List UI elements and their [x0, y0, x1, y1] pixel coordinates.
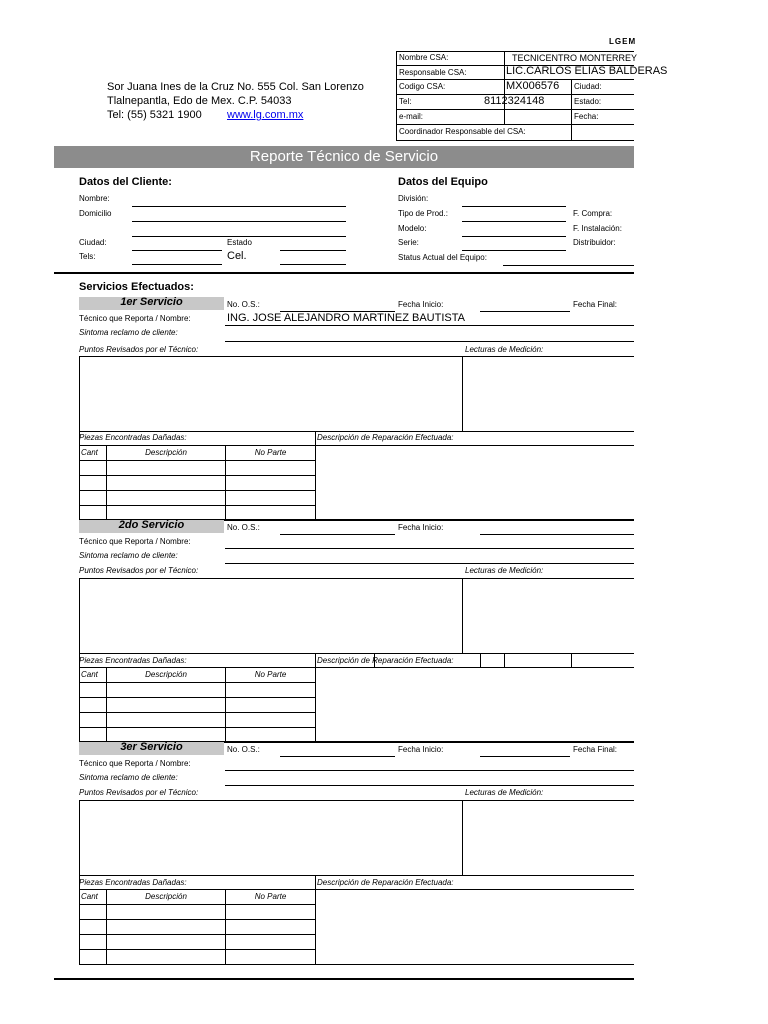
equipo-status-label: Status Actual del Equipo: [398, 253, 487, 262]
servicio-2-piezas-label: Piezas Encontradas Dañadas: [79, 656, 187, 665]
equipo-distribuidor-label: Distribuidor: [573, 238, 616, 247]
servicio-1-tecnico-label: Técnico que Reporta / Nombre: [79, 314, 191, 323]
cliente-cel-label: Cel. [227, 250, 247, 262]
servicio-3-fecha-inicio-label: Fecha Inicio: [398, 745, 444, 754]
servicio-1-label: 1er Servicio [120, 296, 183, 308]
csa-tel-value: 8112324148 [484, 95, 545, 107]
csa-email-label: e-mail: [399, 112, 424, 121]
address-line-1: Sor Juana Ines de la Cruz No. 555 Col. San Lorenzo [107, 81, 364, 93]
servicios-heading: Servicios Efectuados: [79, 281, 194, 293]
servicio-2-cant-header: Cant [81, 670, 98, 679]
csa-codigo-value: MX006576 [506, 80, 560, 92]
servicio-2-os-label: No. O.S.: [227, 523, 260, 532]
csa-tel-label: Tel: [399, 97, 412, 106]
csa-nombre-value: TECNICENTRO MONTERREY [512, 53, 638, 63]
servicio-3-label: 3er Servicio [120, 741, 183, 753]
equipo-compra-label: F. Compra: [573, 209, 613, 218]
servicio-2-fecha-inicio-label: Fecha Inicio: [398, 523, 444, 532]
servicio-2-puntos-label: Puntos Revisados por el Técnico: [79, 566, 199, 575]
cliente-heading: Datos del Cliente: [79, 176, 172, 188]
servicio-1-tecnico-nombre: ING. JOSE ALEJANDRO MARTINEZ BAUTISTA [227, 312, 465, 324]
servicio-3-descripcion-rep-label: Descripción de Reparación Efectuada: [317, 878, 454, 887]
csa-ciudad-label: Ciudad: [574, 82, 602, 91]
cliente-ciudad-label: Ciudad: [79, 238, 107, 247]
equipo-tipo-label: Tipo de Prod.: [398, 209, 448, 218]
servicio-3-noparte-header: No Parte [254, 892, 287, 901]
equipo-serie-label: Serie: [398, 238, 419, 247]
servicio-2-sintoma-label: Sintoma reclamo de cliente: [79, 551, 178, 560]
csa-fecha-label: Fecha: [574, 112, 599, 121]
servicio-2-noparte-header: No Parte [254, 670, 287, 679]
servicio-3-os-label: No. O.S.: [227, 745, 260, 754]
servicio-3-descripcion-header: Descripción [145, 892, 187, 901]
servicio-3-sintoma-label: Sintoma reclamo de cliente: [79, 773, 178, 782]
equipo-division-label: División: [398, 194, 429, 203]
equipo-heading: Datos del Equipo [398, 176, 488, 188]
servicio-1-puntos-label: Puntos Revisados por el Técnico: [79, 345, 199, 354]
servicio-1-fecha-final-label: Fecha Final: [573, 300, 618, 309]
equipo-modelo-label: Modelo: [398, 224, 427, 233]
servicio-2-descripcion-header: Descripción [145, 670, 187, 679]
servicio-3-lecturas-label: Lecturas de Medición: [465, 788, 544, 797]
servicio-3-fecha-final-label: Fecha Final: [573, 745, 618, 754]
servicio-3-puntos-label: Puntos Revisados por el Técnico: [79, 788, 199, 797]
website-link[interactable]: www.lg.com.mx [227, 109, 304, 121]
servicio-1-os-label: No. O.S.: [227, 300, 260, 309]
servicio-3-tecnico-label: Técnico que Reporta / Nombre: [79, 759, 191, 768]
brand-code: LGEM [609, 37, 637, 46]
servicio-1-piezas-label: Piezas Encontradas Dañadas: [79, 433, 187, 442]
servicio-1-descripcion-rep-label: Descripción de Reparación Efectuada: [317, 433, 454, 442]
csa-codigo-label: Codigo CSA: [399, 82, 446, 91]
cliente-nombre-label: Nombre: [79, 194, 110, 203]
servicio-1-cant-header: Cant [81, 448, 98, 457]
servicio-2-label: 2do Servicio [118, 519, 185, 531]
csa-estado-label: Estado: [574, 97, 602, 106]
servicio-2-tecnico-label: Técnico que Reporta / Nombre: [79, 537, 191, 546]
csa-nombre-label: Nombre CSA: [399, 53, 449, 62]
cliente-domicilio-label: Domicilio [79, 209, 112, 218]
csa-coordinador-label: Coordinador Responsable del CSA: [399, 127, 526, 136]
servicio-1-lecturas-label: Lecturas de Medición: [465, 345, 544, 354]
cliente-tels-label: Tels: [79, 252, 96, 261]
servicio-3-piezas-label: Piezas Encontradas Dañadas: [79, 878, 187, 887]
servicio-3-cant-header: Cant [81, 892, 98, 901]
servicio-1-noparte-header: No Parte [254, 448, 287, 457]
cliente-estado-label: Estado [227, 238, 252, 247]
servicio-1-sintoma-label: Sintoma reclamo de cliente: [79, 328, 178, 337]
report-title: Reporte Técnico de Servicio [249, 148, 439, 165]
address-line-2: Tlalnepantla, Edo de Mex. C.P. 54033 [107, 95, 292, 107]
csa-responsable-value: LIC.CARLOS ELIAS BALDERAS [506, 65, 668, 77]
csa-responsable-label: Responsable CSA: [399, 68, 467, 77]
servicio-2-lecturas-label: Lecturas de Medición: [465, 566, 544, 575]
servicio-2-descripcion-rep-label: Descripción de Reparación Efectuada: [317, 656, 454, 665]
servicio-1-fecha-inicio-label: Fecha Inicio: [398, 300, 444, 309]
phone-text: Tel: (55) 5321 1900 [107, 109, 202, 121]
equipo-instalacion-label: F. Instalación: [573, 224, 622, 233]
servicio-1-descripcion-header: Descripción [145, 448, 187, 457]
